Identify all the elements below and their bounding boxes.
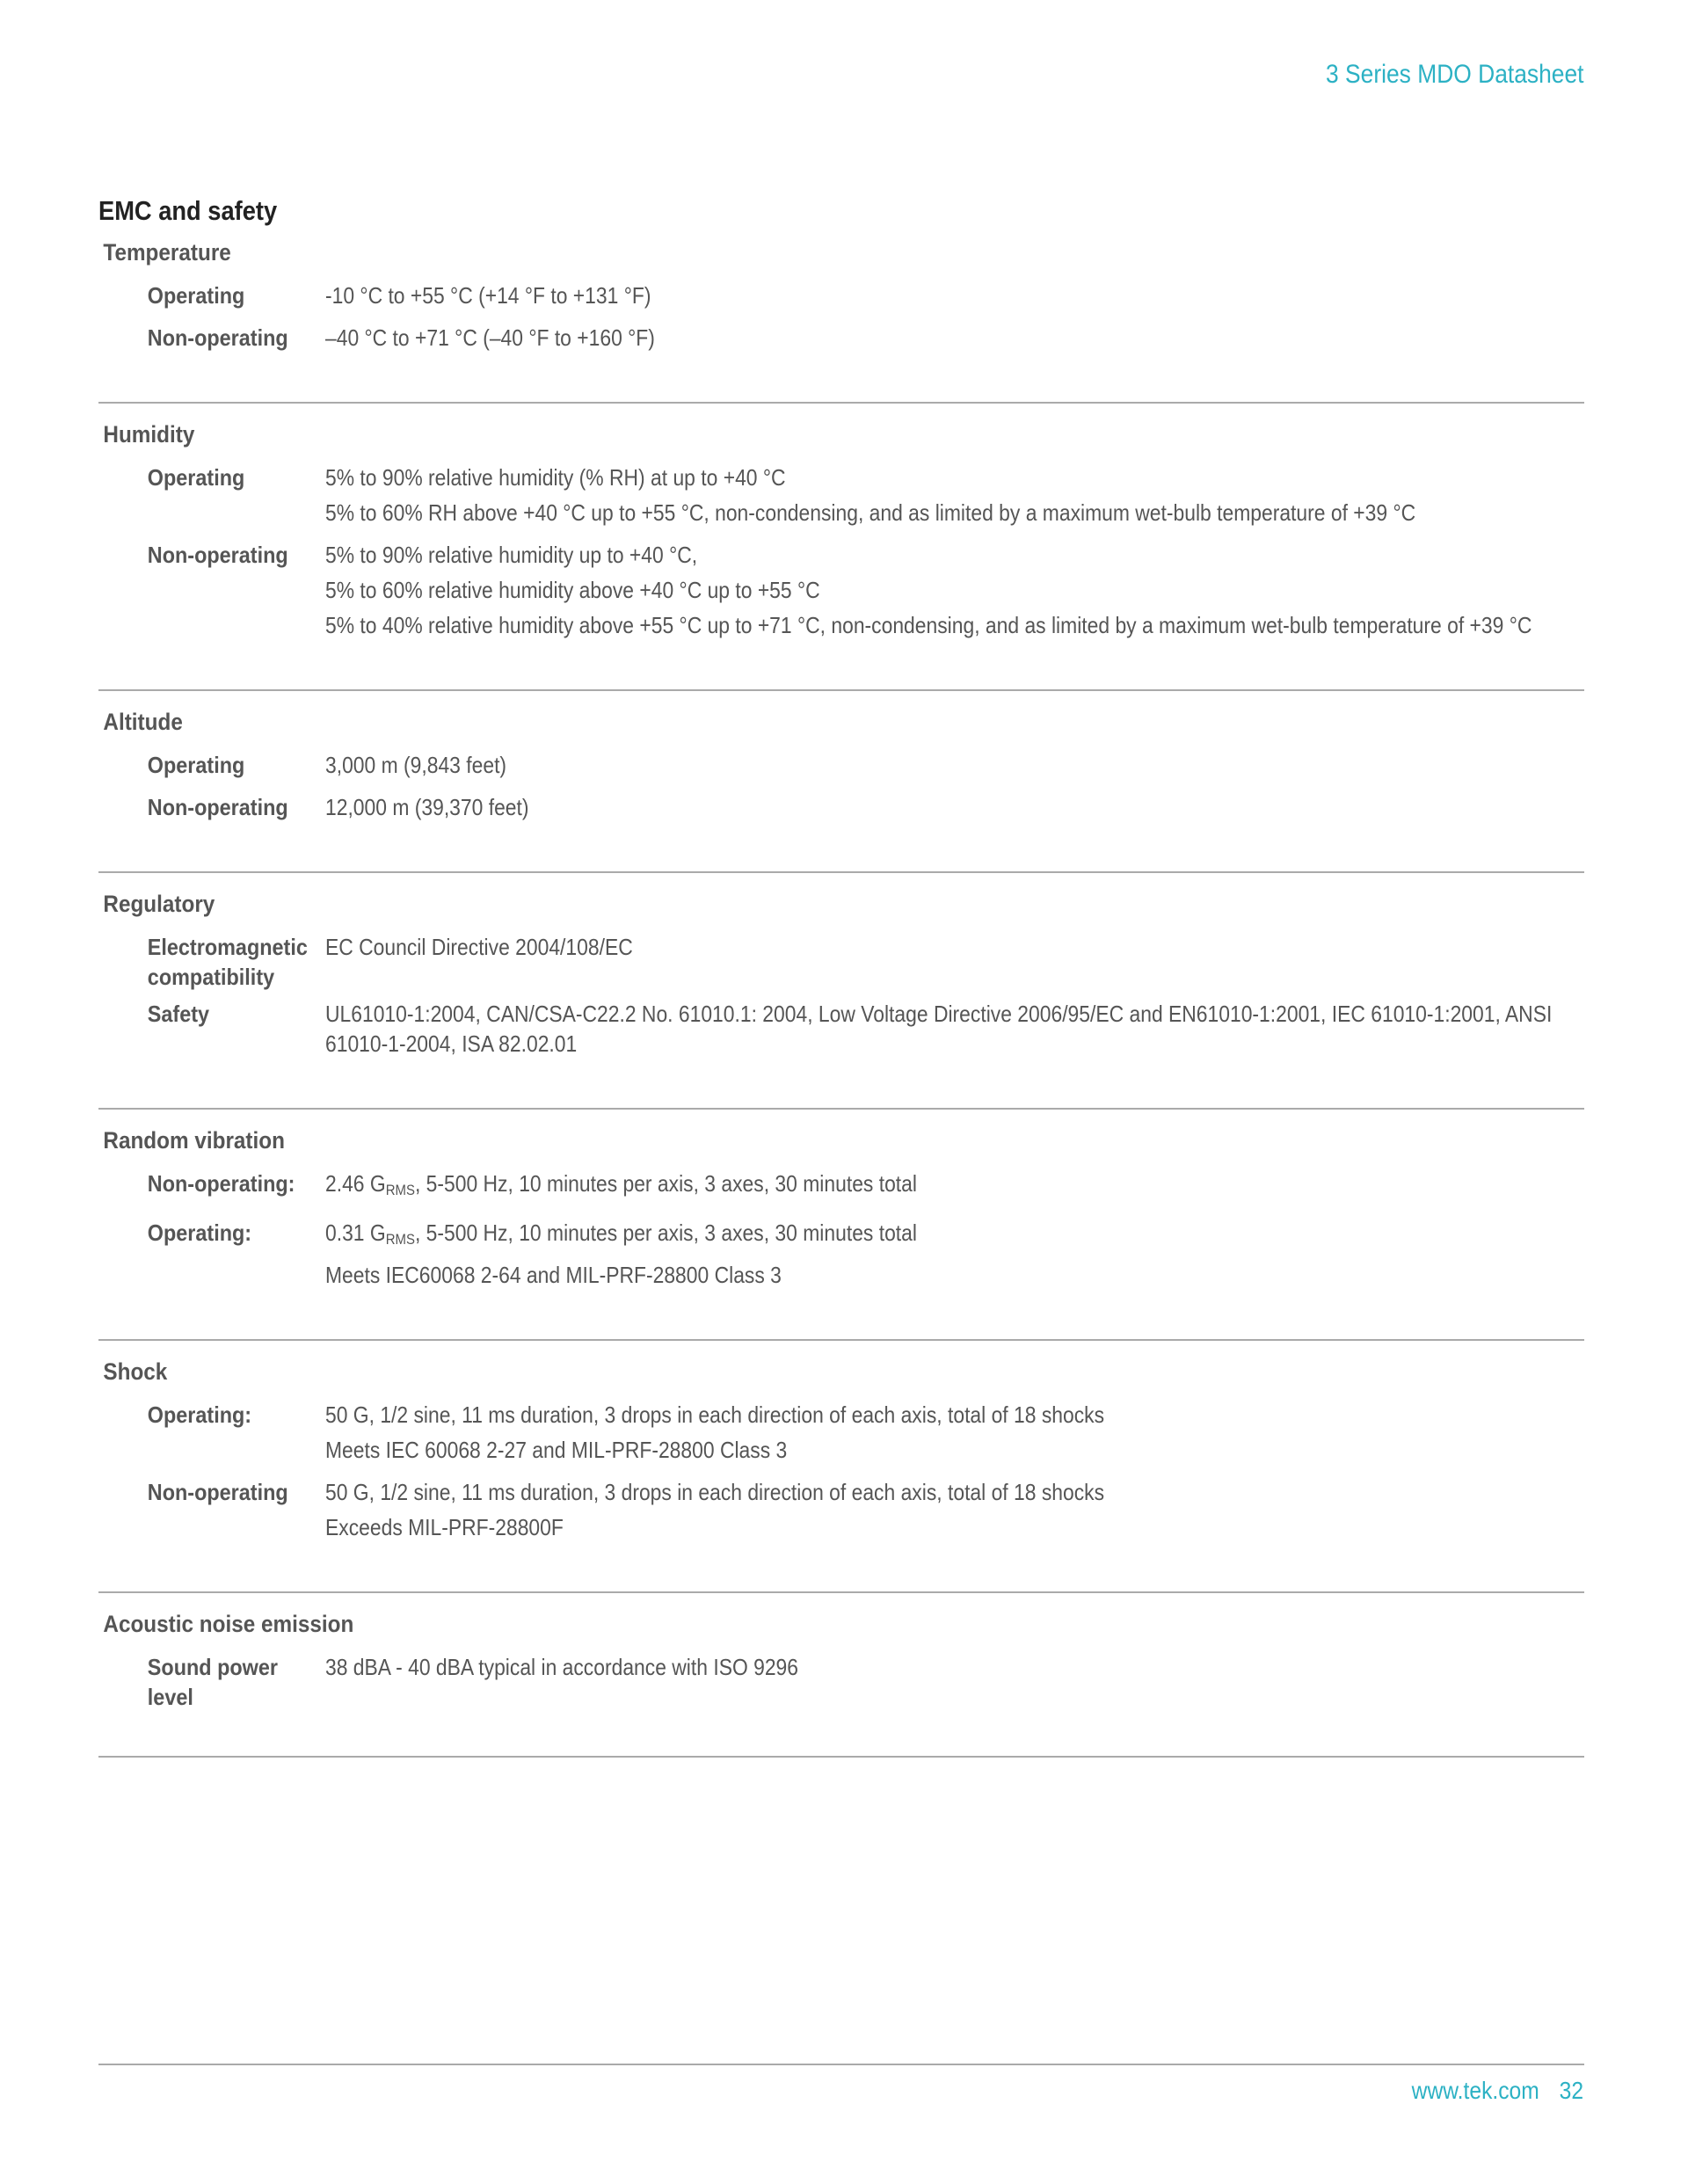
spec-label: Operating: <box>147 1401 252 1428</box>
spec-label: Non-operating <box>147 324 288 351</box>
group-title: Random vibration <box>103 1127 285 1154</box>
spec-label: Non-operating <box>147 1479 288 1505</box>
spec-values <box>325 1218 1584 1295</box>
spec-value: 3,000 m (9,843 feet) <box>325 752 507 778</box>
spec-values <box>325 540 1688 645</box>
spec-group <box>98 873 1584 1110</box>
spec-row <box>98 792 1584 827</box>
spec-row <box>98 280 1584 316</box>
spec-groups <box>98 239 1584 1758</box>
spec-row <box>98 462 1584 533</box>
spec-group <box>98 1593 1584 1758</box>
spec-row <box>98 540 1584 645</box>
spec-group <box>98 1110 1584 1341</box>
spec-label: Operating <box>147 464 245 491</box>
group-title: Acoustic noise emission <box>103 1611 354 1637</box>
spec-row <box>98 750 1584 785</box>
page-number: 32 <box>1559 2077 1583 2104</box>
spec-value: 5% to 60% RH above +40 °C up to +55 °C, non-condensing, and as limited by a maximum wet-bulb temperature of +39 °C <box>325 499 1416 526</box>
spec-row <box>98 1168 1584 1211</box>
group-title: Altitude <box>103 709 183 735</box>
spec-value-subscript: RMS <box>385 1182 415 1198</box>
group-title: Temperature <box>103 239 231 266</box>
section-title: EMC and safety <box>98 195 278 226</box>
spec-value-subscript: RMS <box>385 1231 415 1248</box>
spec-values <box>325 1652 1584 1712</box>
spec-value: 50 G, 1/2 sine, 11 ms duration, 3 drops in each direction of each axis, total of 18 shocks <box>325 1401 1105 1428</box>
spec-value: -10 °C to +55 °C (+14 °F to +131 °F) <box>325 282 651 309</box>
spec-values <box>325 750 1584 785</box>
spec-value-suffix: , 5-500 Hz, 10 minutes per axis, 3 axes, 30 minutes total <box>414 1219 917 1246</box>
spec-values <box>325 280 1584 316</box>
spec-value: Meets IEC60068 2-64 and MIL-PRF-28800 Class 3 <box>325 1262 782 1288</box>
spec-values <box>325 1168 1584 1211</box>
spec-value-prefix: 0.31 G <box>325 1219 386 1246</box>
spec-group <box>98 239 1584 404</box>
spec-values <box>325 1477 1584 1547</box>
spec-value: 5% to 90% relative humidity (% RH) at up to +40 °C <box>325 464 786 491</box>
spec-value: Meets IEC 60068 2-27 and MIL-PRF-28800 Class 3 <box>325 1437 788 1463</box>
spec-row <box>98 999 1584 1064</box>
group-title: Shock <box>103 1358 168 1385</box>
spec-value: 12,000 m (39,370 feet) <box>325 794 529 820</box>
spec-label: Non-operating: <box>147 1170 295 1197</box>
spec-row <box>98 1400 1584 1470</box>
spec-value-prefix: 2.46 G <box>325 1170 386 1197</box>
spec-row <box>98 932 1584 992</box>
spec-label: Operating <box>147 282 245 309</box>
spec-value: –40 °C to +71 °C (–40 °F to +160 °F) <box>325 324 655 351</box>
spec-label: Sound power level <box>147 1654 279 1710</box>
spec-values <box>325 999 1688 1064</box>
spec-row <box>98 1477 1584 1547</box>
spec-value: Exceeds MIL-PRF-28800F <box>325 1514 564 1540</box>
group-title: Regulatory <box>103 891 215 917</box>
spec-values <box>325 1400 1584 1470</box>
spec-value: 38 dBA - 40 dBA typical in accordance with ISO 9296 <box>325 1654 799 1680</box>
spec-row <box>98 1652 1584 1712</box>
footer-divider <box>98 2064 1584 2065</box>
spec-group <box>98 691 1584 873</box>
spec-value: 5% to 60% relative humidity above +40 °C up to +55 °C <box>325 577 820 603</box>
spec-value <box>325 1168 1433 1205</box>
page-footer <box>1412 2077 1583 2105</box>
spec-value: 5% to 40% relative humidity above +55 °C up to +71 °C, non-condensing, and as limited by a maximum wet-bulb temperature of +39 °C <box>325 612 1532 638</box>
footer-url-link[interactable]: www.tek.com <box>1411 2077 1539 2104</box>
spec-row <box>98 323 1584 358</box>
spec-value: 50 G, 1/2 sine, 11 ms duration, 3 drops in each direction of each axis, total of 18 shocks <box>325 1479 1105 1505</box>
spec-label: Non-operating <box>147 542 288 568</box>
document-header-title: 3 Series MDO Datasheet <box>1325 60 1583 89</box>
spec-label: Electromagnetic compatibility <box>147 934 308 990</box>
spec-row <box>98 1218 1584 1295</box>
spec-value: UL61010-1:2004, CAN/CSA-C22.2 No. 61010.1: 2004, Low Voltage Directive 2006/95/EC and EN61010-1:2001, IEC 61010-1:2001, ANSI 61010-1-2004, ISA 82.02.01 <box>325 1001 1553 1057</box>
spec-group <box>98 1341 1584 1593</box>
spec-label: Non-operating <box>147 794 288 820</box>
spec-group <box>98 404 1584 691</box>
spec-value: EC Council Directive 2004/108/EC <box>325 934 633 960</box>
spec-value: 5% to 90% relative humidity up to +40 °C, <box>325 542 698 568</box>
spec-content <box>98 195 1584 1758</box>
spec-values <box>325 792 1584 827</box>
spec-label: Operating: <box>147 1219 252 1246</box>
spec-label: Safety <box>147 1001 210 1027</box>
spec-label: Operating <box>147 752 245 778</box>
spec-values <box>325 932 1584 992</box>
group-title: Humidity <box>103 421 195 448</box>
spec-values <box>325 323 1584 358</box>
spec-values <box>325 462 1584 533</box>
spec-value <box>325 1218 1433 1255</box>
spec-value-suffix: , 5-500 Hz, 10 minutes per axis, 3 axes, 30 minutes total <box>414 1170 917 1197</box>
